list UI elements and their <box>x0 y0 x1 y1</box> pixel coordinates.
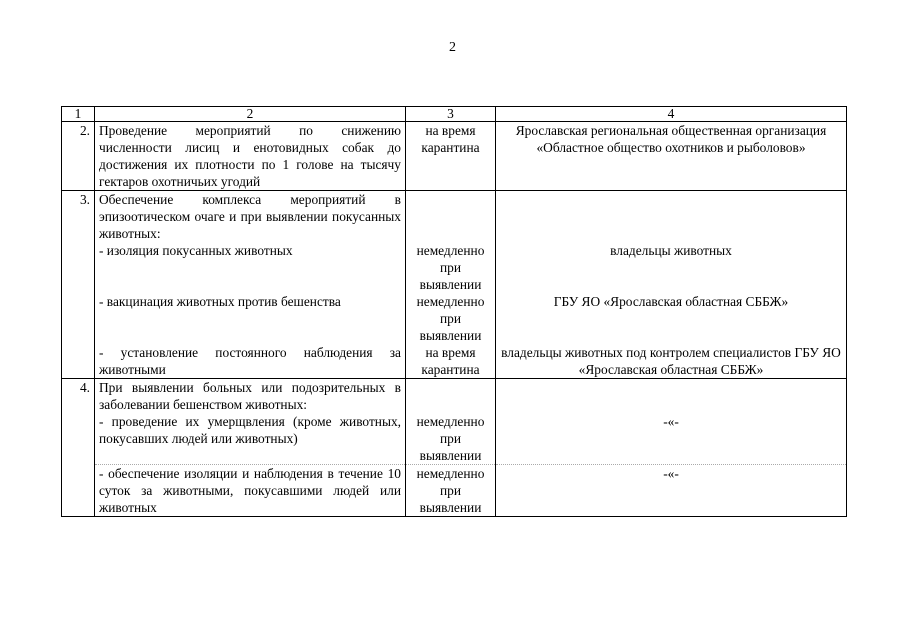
table-row <box>62 191 847 243</box>
row-description: Обеспечение комплекса мероприятий в эпизоотическом очаге и при выявлении покусанных животных: <box>95 191 406 243</box>
subitem-deadline: немедленно при выявлении <box>406 465 496 517</box>
table-row <box>62 122 847 191</box>
row-description: При выявлении больных или подозрительных в заболевании бешенством животных: <box>95 379 406 414</box>
row-deadline <box>406 191 496 243</box>
subitem-description: - изоляция покусанных животных <box>95 242 406 293</box>
column-header: 1 <box>62 107 95 122</box>
table-subrow <box>62 344 847 379</box>
row-number: 4. <box>62 379 95 517</box>
subitem-responsible: ГБУ ЯО «Ярославская областная СББЖ» <box>496 293 847 344</box>
subitem-deadline: немедленно при выявлении <box>406 293 496 344</box>
table-header-row <box>62 107 847 122</box>
subitem-description: - вакцинация животных против бешенства <box>95 293 406 344</box>
row-responsible <box>496 379 847 414</box>
row-description: Проведение мероприятий по снижению численности лисиц и енотовидных собак до достижения их плотности по 1 голове на тысячу гектаров охотничьих угодий <box>95 122 406 191</box>
subitem-description: - обеспечение изоляции и наблюдения в течение 10 суток за животными, покусавшими людей или животных <box>95 465 406 517</box>
row-number: 2. <box>62 122 95 191</box>
subitem-responsible: владельцы животных <box>496 242 847 293</box>
subitem-deadline: немедленно при выявлении <box>406 242 496 293</box>
column-header: 3 <box>406 107 496 122</box>
subitem-deadline: на время карантина <box>406 344 496 379</box>
table-subrow <box>62 242 847 293</box>
row-deadline <box>406 379 496 414</box>
row-deadline: на время карантина <box>406 122 496 191</box>
subitem-responsible: -«- <box>496 465 847 517</box>
table-subrow <box>62 293 847 344</box>
subitem-description: - проведение их умерщвления (кроме животных, покусавших людей или животных) <box>95 413 406 465</box>
table-subrow <box>62 413 847 465</box>
subitem-responsible: -«- <box>496 413 847 465</box>
measures-table <box>61 106 847 517</box>
subitem-deadline: немедленно при выявлении <box>406 413 496 465</box>
subitem-description: - установление постоянного наблюдения за животными <box>95 344 406 379</box>
row-number: 3. <box>62 191 95 379</box>
subitem-responsible: владельцы животных под контролем специалистов ГБУ ЯО «Ярославская областная СББЖ» <box>496 344 847 379</box>
row-responsible <box>496 191 847 243</box>
table-row <box>62 379 847 414</box>
table-subrow <box>62 465 847 517</box>
column-header: 2 <box>95 107 406 122</box>
page-number: 2 <box>449 40 456 55</box>
column-header: 4 <box>496 107 847 122</box>
row-responsible: Ярославская региональная общественная организация «Областное общество охотников и рыболовов» <box>496 122 847 191</box>
